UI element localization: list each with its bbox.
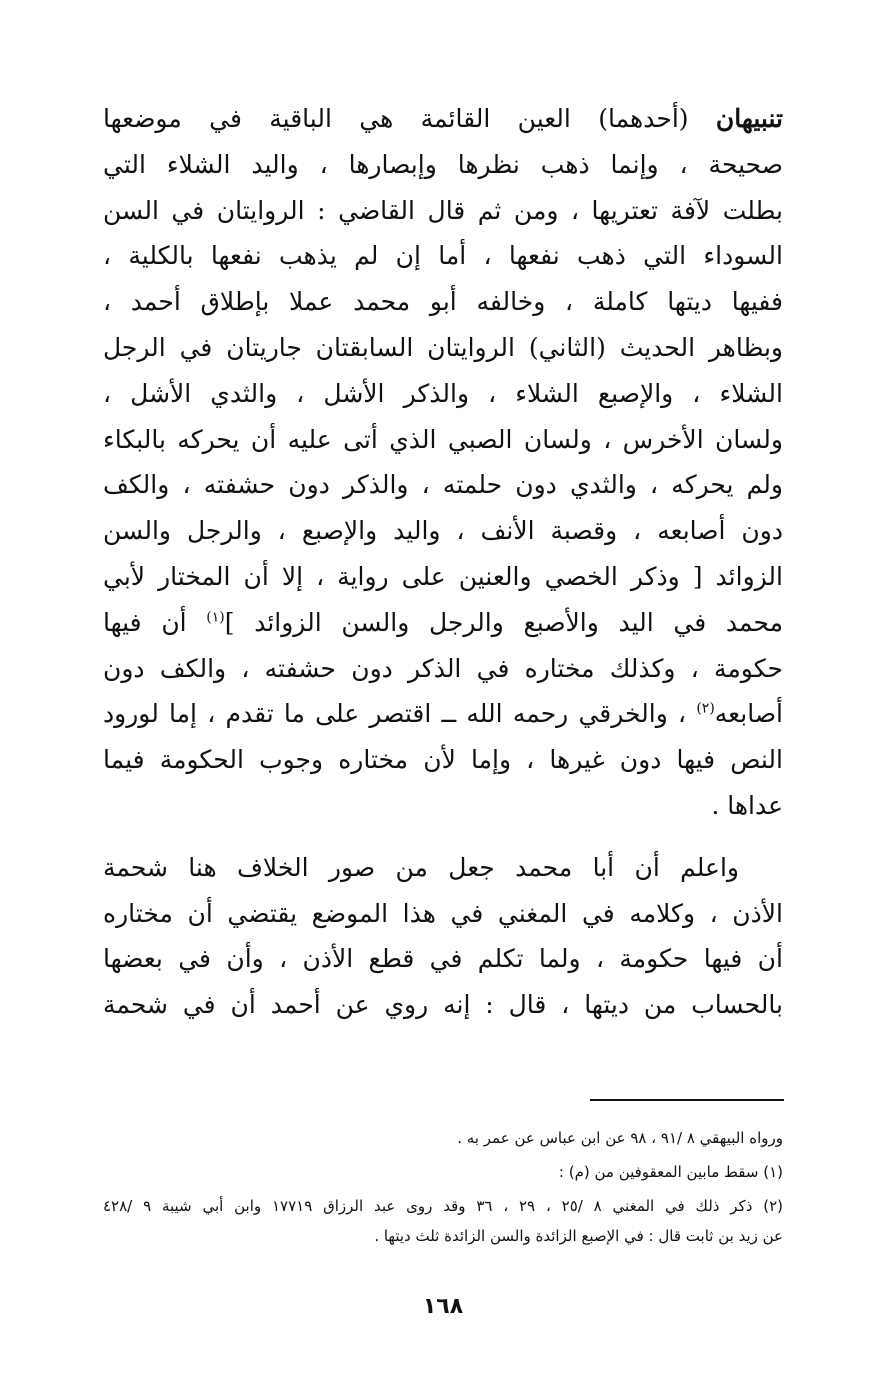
text-segment: أصابعه <box>714 699 783 729</box>
text-line: بالحساب من ديتها ، قال : إنه روي عن أحمد أن في شحمة <box>103 990 783 1020</box>
text-line: النص فيها دون غيرها ، وإما لأن مختاره وجوب الحكومة فيما <box>103 745 783 775</box>
text-line: الشلاء ، والإصبع الشلاء ، والذكر الأشل ، والثدي الأشل ، <box>103 378 783 408</box>
footnote-marker-2: (٢) <box>696 701 715 718</box>
text-line: ولم يحركه ، والثدي دون حلمته ، والذكر دون حشفته ، والكف <box>103 470 783 500</box>
text-line: الزوائد [ وذكر الخصي والعنين على رواية ، إلا أن المختار لأبي <box>103 561 783 591</box>
footnotes <box>103 1123 783 1251</box>
text-line: دون أصابعه ، وقصبة الأنف ، واليد والإصبع ، والرجل والسن <box>103 516 783 546</box>
text-line: عداها . <box>711 790 783 820</box>
text-line: بطلت لآفة تعتريها ، ومن ثم قال القاضي : الروايتان في السن <box>103 195 783 225</box>
section-heading: تنبيهان <box>715 104 783 133</box>
text-line <box>103 600 783 646</box>
footnote-2-continued: عن زيد بن ثابت قال : في الإصبع الزائدة والسن الزائدة ثلث ديتها . <box>374 1227 783 1245</box>
footnote-1: (١) سقط مابين المعقوفين من (م) : <box>558 1163 783 1181</box>
text-line: واعلم أن أبا محمد جعل من صور الخلاف هنا شحمة <box>103 852 739 882</box>
main-text <box>103 96 783 1028</box>
text-line: ففيها ديتها كاملة ، وخالفه أبو محمد عملا بإطلاق أحمد ، <box>103 287 783 317</box>
paragraph-2 <box>103 845 783 1028</box>
text-line: وبظاهر الحديث (الثاني) الروايتان السابقتان جاريتان في الرجل <box>103 332 783 362</box>
page-number: ١٦٨ <box>422 1294 464 1319</box>
text-line <box>103 96 783 142</box>
footnote-separator <box>590 1099 784 1101</box>
footnote-marker-1: (١) <box>206 609 225 626</box>
text-segment: أن فيها <box>103 607 207 637</box>
text-segment: ، والخرقي رحمه الله ــ اقتصر على ما تقدم ، إما لورود <box>103 699 697 729</box>
text-line: الأذن ، وكلامه في المغني في هذا الموضع يقتضي أن مختاره <box>103 898 783 928</box>
text-line: أن فيها حكومة ، ولما تكلم في قطع الأذن ، وأن في بعضها <box>103 944 783 974</box>
text-segment: محمد في اليد والأصبع والرجل والسن الزوائد ] <box>224 607 783 637</box>
text-line <box>103 691 783 737</box>
footnote-2: (٢) ذكر ذلك في المغني ٨ /٢٥ ، ٢٩ ، ٣٦ وقد روى عبد الرزاق ١٧٧١٩ وابن أبي شيبة ٩ /٤٢٨ <box>103 1197 783 1215</box>
text-segment: (أحدهما) العين القائمة هي الباقية في موضعها <box>103 104 689 133</box>
text-line: صحيحة ، وإنما ذهب نظرها وإبصارها ، واليد الشلاء التي <box>103 149 783 179</box>
text-line: ولسان الأخرس ، ولسان الصبي الذي أتى عليه أن يحركه بالبكاء <box>103 424 783 454</box>
footnote-continuation: ورواه البيهقي ٨ /٩١ ، ٩٨ عن ابن عباس عن عمر به . <box>457 1129 783 1147</box>
text-line: السوداء التي ذهب نفعها ، أما إن لم يذهب نفعها بالكلية ، <box>103 241 783 271</box>
text-line: حكومة ، وكذلك مختاره في الذكر دون حشفته ، والكف دون <box>103 653 783 683</box>
